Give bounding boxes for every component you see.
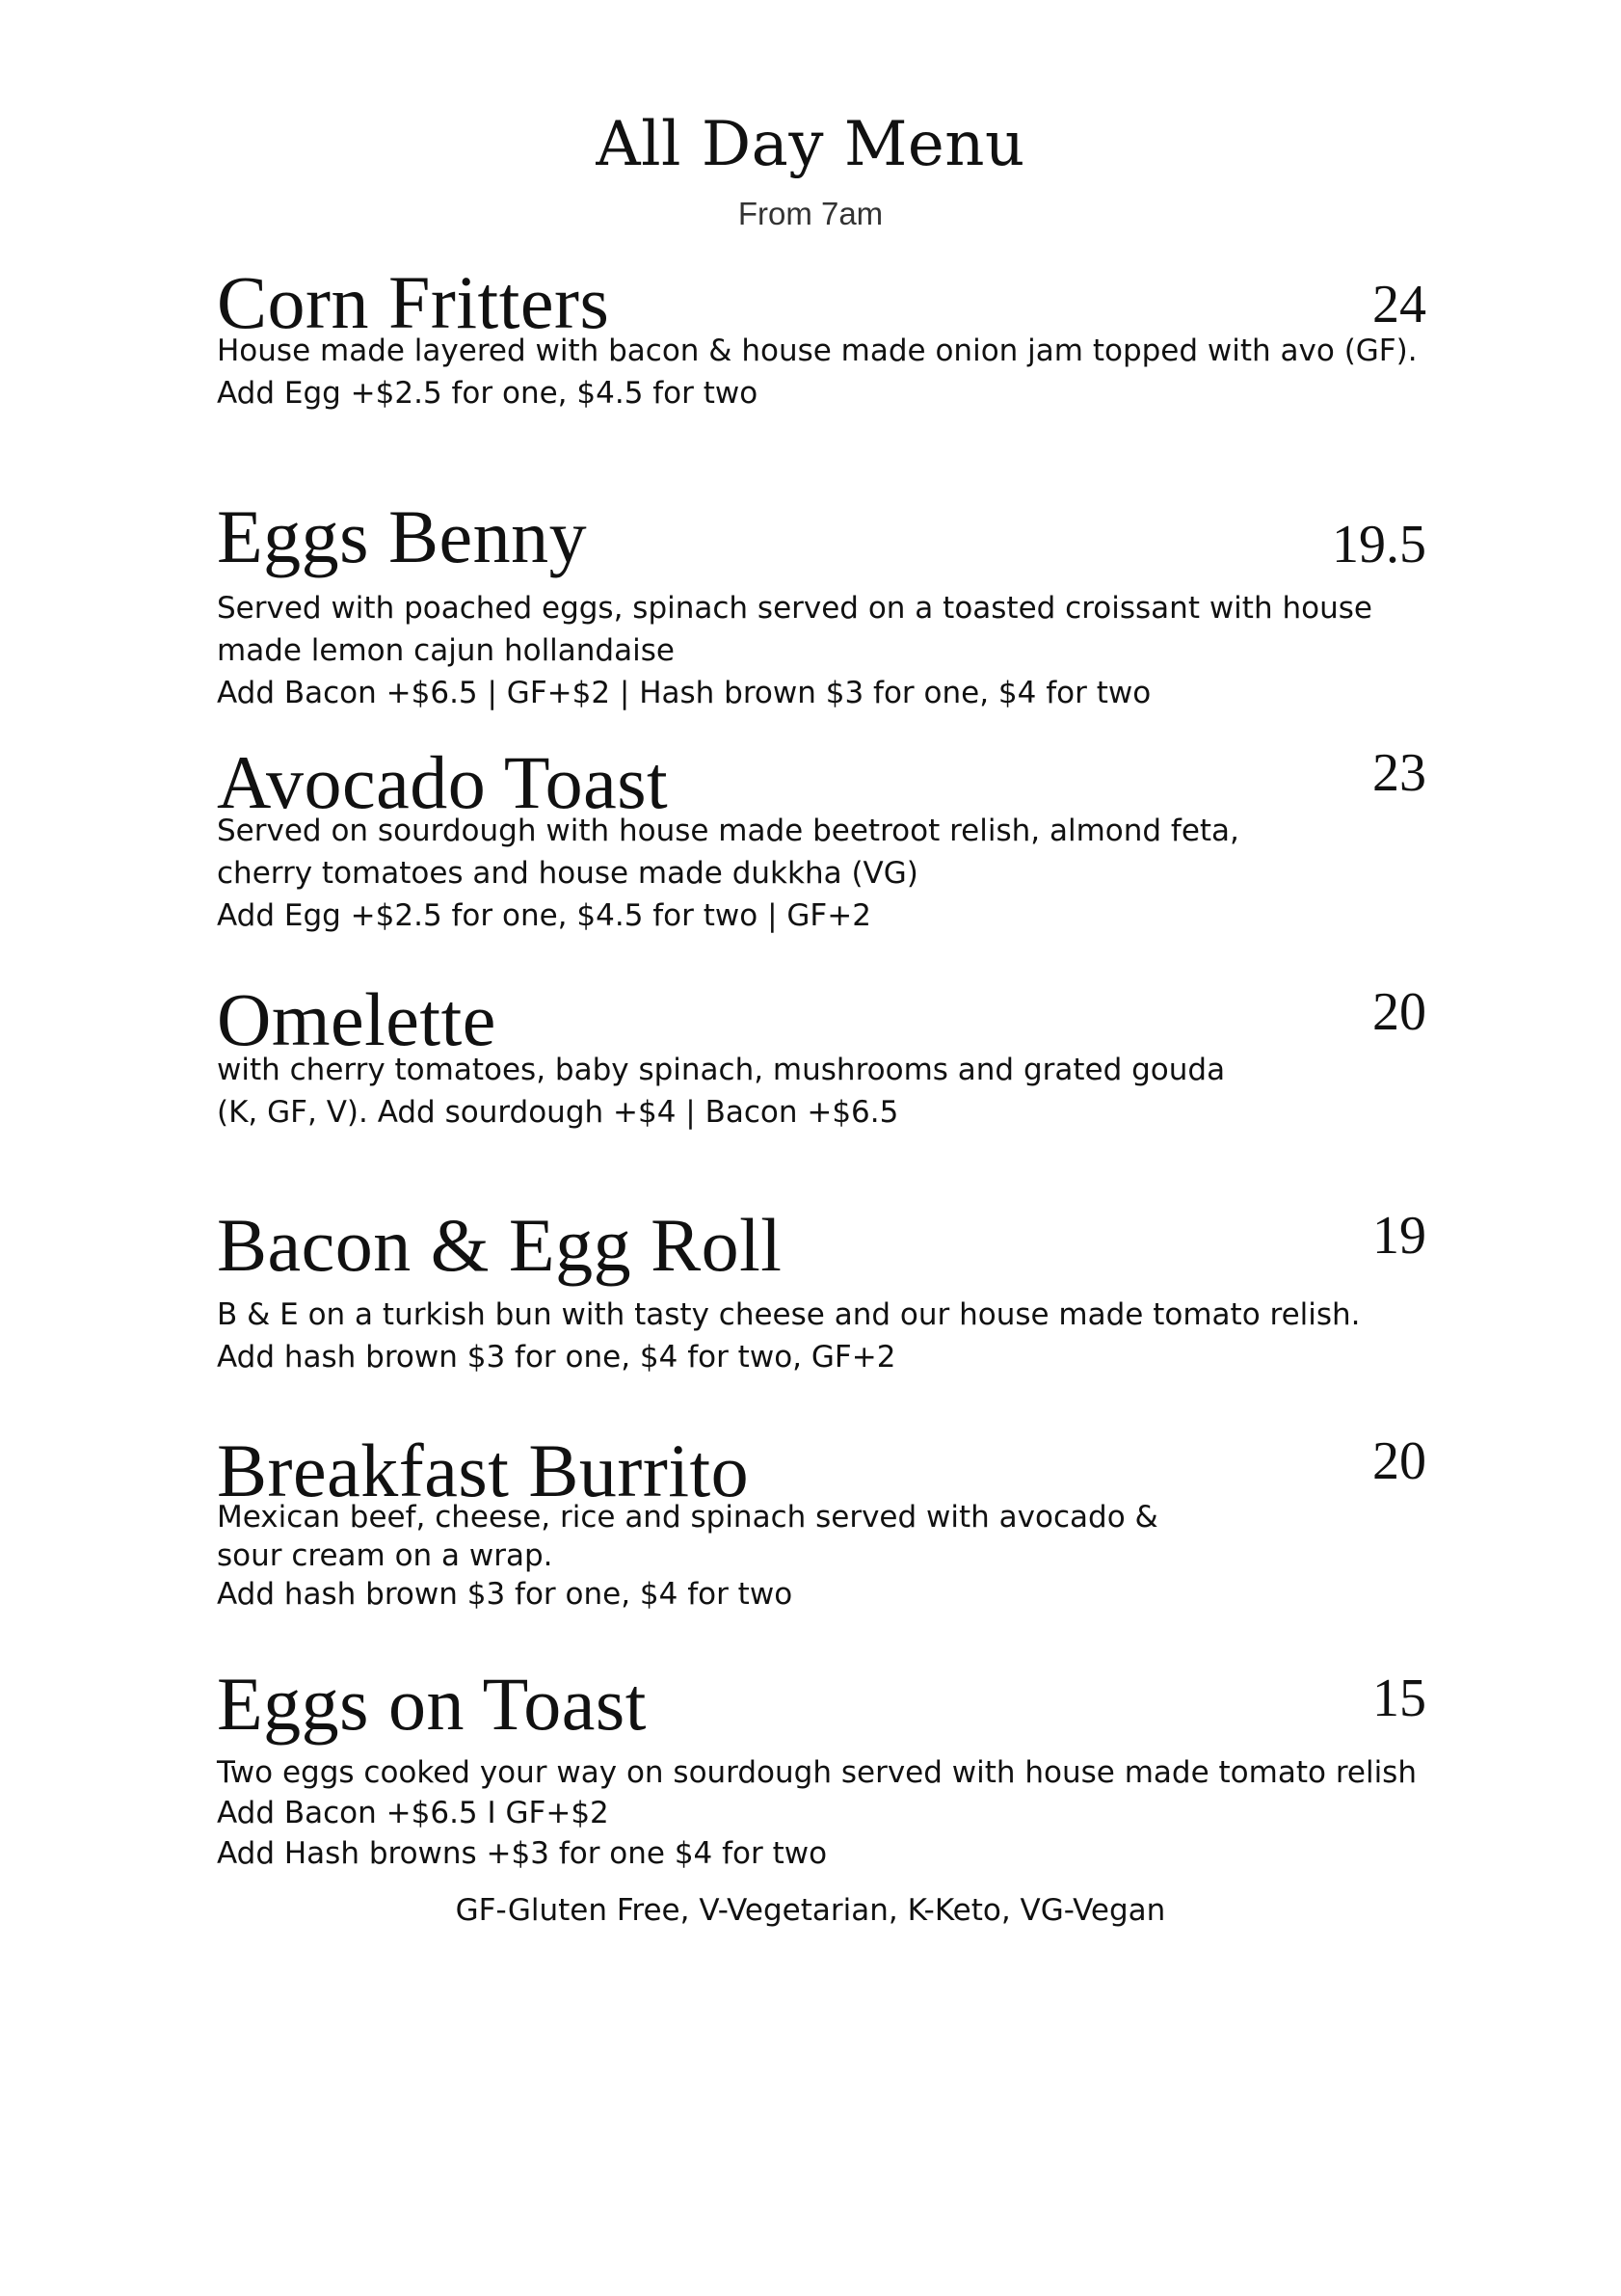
menu-item-breakfast-burrito (217, 1430, 1426, 1614)
item-name: Eggs Benny (217, 494, 588, 578)
dietary-legend: GF-Gluten Free, V-Vegetarian, K-Keto, VG-Vegan (455, 1893, 1166, 1928)
item-description: Served with poached eggs, spinach served on a toasted croissant with house made lemon cajun hollandaise Add Bacon +$6.5 | GF+$2 | Hash brown $3 for one, $4 for two (217, 591, 1372, 710)
item-name: Breakfast Burrito (217, 1428, 750, 1512)
item-price: 20 (1372, 982, 1426, 1042)
item-description: Two eggs cooked your way on sourdough served with house made tomato relish Add Bacon +$6.5 I GF+$2 Add Hash browns +$3 for one $4 for two (217, 1755, 1417, 1871)
item-description: B & E on a turkish bun with tasty cheese and our house made tomato relish. Add hash brown $3 for one, $4 for two, GF+2 (217, 1297, 1361, 1375)
item-description: with cherry tomatoes, baby spinach, mushrooms and grated gouda (K, GF, V). Add sourdough +$4 | Bacon +$6.5 (217, 1053, 1226, 1130)
item-price: 24 (1372, 275, 1426, 334)
page-title: All Day Menu (596, 109, 1025, 180)
item-description: Mexican beef, cheese, rice and spinach served with avocado & sour cream on a wrap. Add hash brown $3 for one, $4 for two (217, 1500, 1158, 1612)
menu-item-eggs-on-toast (217, 1664, 1426, 1874)
menu-item-omelette (217, 979, 1426, 1134)
item-name: Omelette (217, 977, 496, 1061)
menu-item-corn-fritters (217, 262, 1426, 414)
item-price: 15 (1372, 1669, 1426, 1728)
item-name: Avocado Toast (217, 740, 669, 824)
page-subtitle: From 7am (737, 196, 884, 231)
item-description: Served on sourdough with house made beetroot relish, almond feta, cherry tomatoes and house made dukkha (VG) Add Egg +$2.5 for one, $4.5 for two | GF+2 (217, 814, 1239, 933)
item-name: Corn Fritters (217, 260, 610, 344)
item-name: Bacon & Egg Roll (217, 1203, 783, 1287)
item-price: 23 (1372, 743, 1426, 803)
menu-item-eggs-benny (217, 496, 1426, 714)
menu-item-bacon-egg-roll (217, 1205, 1426, 1378)
menu-item-avocado-toast (217, 742, 1426, 937)
item-description: House made layered with bacon & house made onion jam topped with avo (GF). Add Egg +$2.5 for one, $4.5 for two (217, 334, 1418, 411)
item-price: 19.5 (1332, 515, 1426, 574)
item-price: 19 (1372, 1206, 1426, 1266)
item-price: 20 (1372, 1431, 1426, 1491)
item-name: Eggs on Toast (217, 1662, 647, 1746)
